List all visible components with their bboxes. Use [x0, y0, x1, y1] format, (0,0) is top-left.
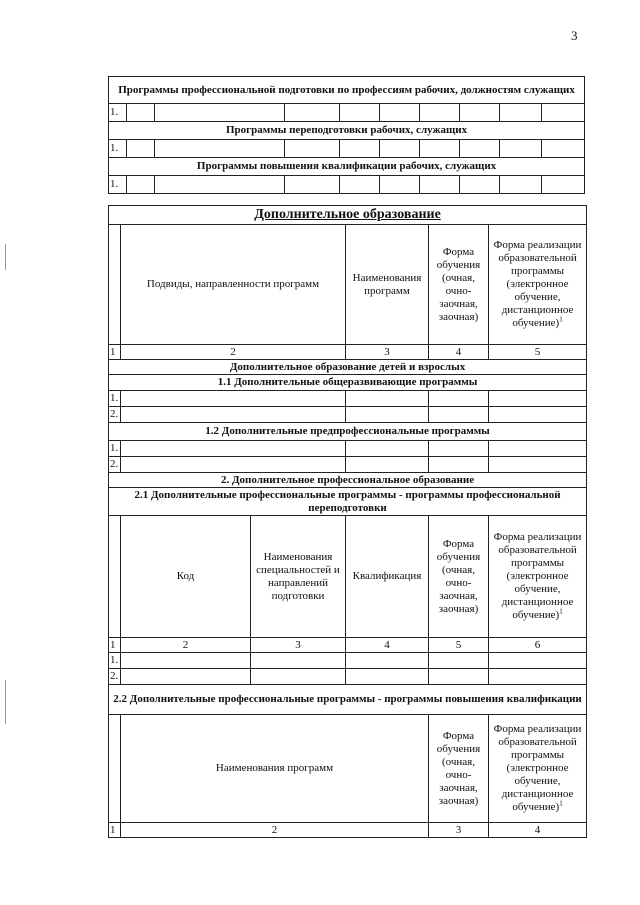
- col-subtypes: Подвиды, направленности программ: [121, 225, 346, 345]
- table-row: [109, 176, 585, 194]
- col-study-form: Форма обучения (очная, очно-заочная, заочная): [429, 516, 489, 638]
- page-number: 3: [571, 28, 578, 43]
- section-professional-retraining: 2.1 Дополнительные профессиональные программы - программы профессиональной переподготовки: [109, 488, 587, 516]
- scan-margin-mark: [5, 680, 6, 724]
- header-retraining: Программы переподготовки рабочих, служащих: [109, 122, 585, 140]
- col-implementation-form: Форма реализации образовательной программы (электронное обучение, дистанционное обучение)$^1$: [489, 516, 587, 638]
- col-qualification: Квалификация: [346, 516, 429, 638]
- col-implementation-form: Форма реализации образовательной программы (электронное обучение, дистанционное обучение)$^1$: [489, 715, 587, 823]
- table-row: 1.: [109, 441, 587, 457]
- section-children-adults: Дополнительное образование детей и взрослых: [109, 360, 587, 375]
- col-study-form: Форма обучения (очная, очно-заочная, заочная): [429, 225, 489, 345]
- professional-training-table: [108, 76, 585, 194]
- section-qualification-upgrade: 2.2 Дополнительные профессиональные программы - программы повышения квалификации: [109, 685, 587, 715]
- table-row: 2.: [109, 669, 587, 685]
- section-preprofessional: 1.2 Дополнительные предпрофессиональные программы: [109, 423, 587, 441]
- row-number: 1.: [109, 176, 127, 194]
- header-qualification-upgrade: Программы повышения квалификации рабочих, служащих: [109, 158, 585, 176]
- table-row: [109, 140, 585, 158]
- column-numbers-row: 1 2 3 4 5: [109, 345, 587, 360]
- col-program-names: Наименования программ: [121, 715, 429, 823]
- col-code: Код: [121, 516, 251, 638]
- additional-education-table: [108, 205, 587, 838]
- row-number: 1.: [109, 104, 127, 122]
- header-vocational-training: Программы профессиональной подготовки по профессиям рабочих, должностям служащих: [109, 77, 585, 104]
- col-implementation-form: Форма реализации образовательной программы (электронное обучение, дистанционное обучение)$^1$: [489, 225, 587, 345]
- section-professional-education: 2. Дополнительное профессиональное образование: [109, 473, 587, 488]
- col-specialties: Наименования специальностей и направлений подготовки: [251, 516, 346, 638]
- column-numbers-row: 1 2 3 4: [109, 823, 587, 838]
- section-title: Дополнительное образование: [109, 206, 587, 225]
- scan-margin-mark: [5, 244, 6, 270]
- table-row: [109, 104, 585, 122]
- table-row: 1.: [109, 653, 587, 669]
- table-row: 1.: [109, 391, 587, 407]
- table-row: 2.: [109, 407, 587, 423]
- col-study-form: Форма обучения (очная, очно-заочная, заочная): [429, 715, 489, 823]
- column-numbers-row: 1 2 3 4 5 6: [109, 638, 587, 653]
- section-general-developing: 1.1 Дополнительные общеразвивающие программы: [109, 375, 587, 391]
- row-number: 1.: [109, 140, 127, 158]
- col-program-names: Наименования программ: [346, 225, 429, 345]
- table-row: 2.: [109, 457, 587, 473]
